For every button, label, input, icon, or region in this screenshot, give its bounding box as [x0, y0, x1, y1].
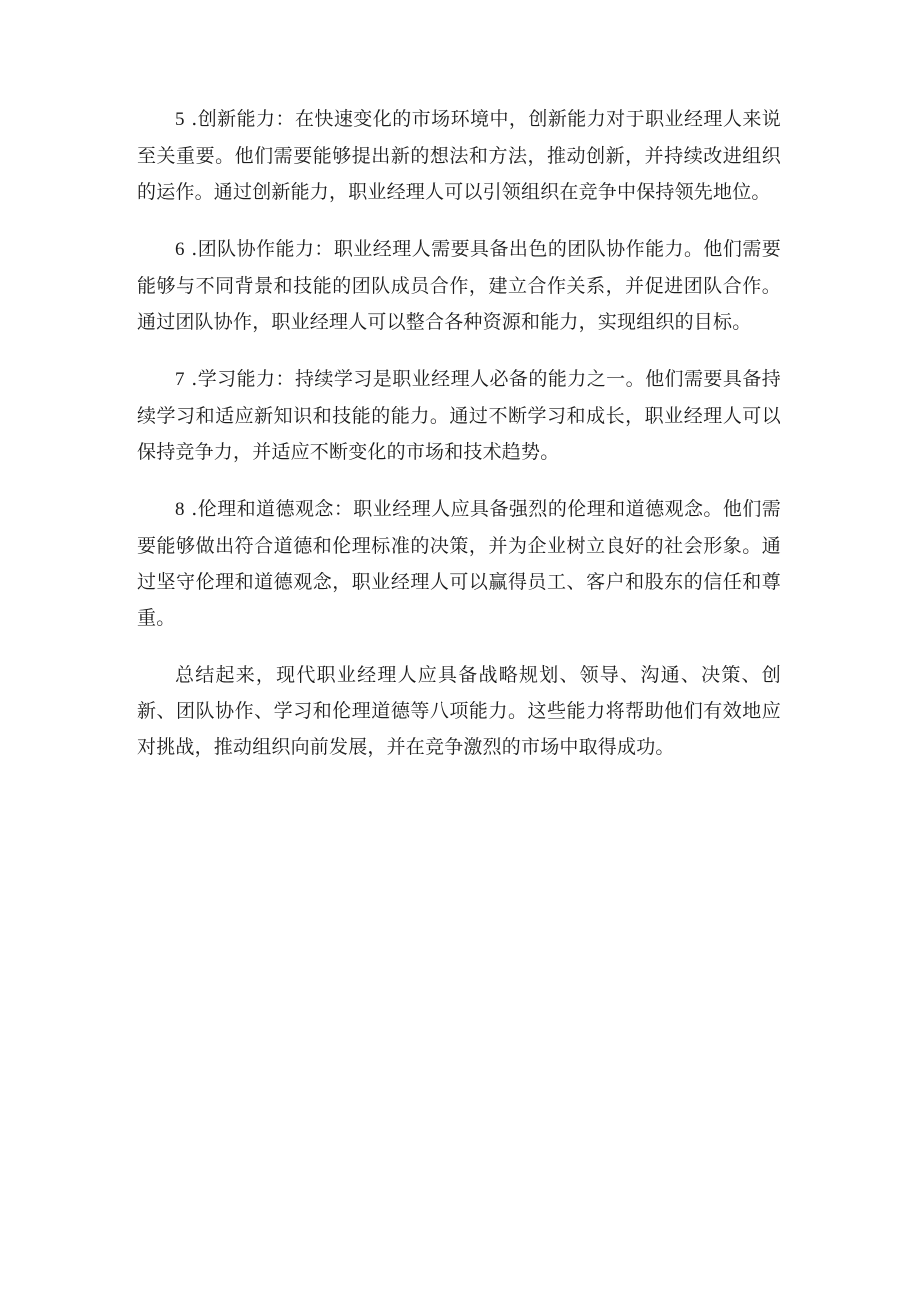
paragraph-text: .团队协作能力：职业经理人需要具备出色的团队协作能力。他们需要能够与不同背景和技能的团队成员合作，建立合作关系，并促进团队合作。通过团队协作，职业经理人可以整合各种资源和能力，实现组织的目标。 [137, 238, 781, 333]
paragraph-ethics [137, 491, 781, 636]
paragraph-text: .创新能力：在快速变化的市场环境中，创新能力对于职业经理人来说至关重要。他们需要能够提出新的想法和方法，推动创新，并持续改进组织的运作。通过创新能力，职业经理人可以引领组织在竞争中保持领先地位。 [137, 108, 781, 203]
paragraph-learning [137, 361, 781, 470]
paragraph-teamwork [137, 231, 781, 340]
paragraph-number: 8 [175, 499, 185, 520]
paragraph-text: 总结起来，现代职业经理人应具备战略规划、领导、沟通、决策、创新、团队协作、学习和伦理道德等八项能力。这些能力将帮助他们有效地应对挑战，推动组织向前发展，并在竞争激烈的市场中取得成功。 [137, 664, 781, 758]
paragraph-number: 6 [175, 239, 185, 260]
paragraph-text: .伦理和道德观念：职业经理人应具备强烈的伦理和道德观念。他们需要能够做出符合道德和伦理标准的决策，并为企业树立良好的社会形象。通过坚守伦理和道德观念，职业经理人可以赢得员工、客户和股东的信任和尊重。 [137, 498, 781, 629]
paragraph-innovation [137, 101, 781, 210]
paragraph-text: .学习能力：持续学习是职业经理人必备的能力之一。他们需要具备持续学习和适应新知识和技能的能力。通过不断学习和成长，职业经理人可以保持竞争力，并适应不断变化的市场和技术趋势。 [137, 368, 781, 463]
paragraph-number: 7 [175, 369, 185, 390]
paragraph-summary [137, 657, 781, 765]
document-body [137, 101, 781, 786]
paragraph-number: 5 [175, 109, 185, 130]
